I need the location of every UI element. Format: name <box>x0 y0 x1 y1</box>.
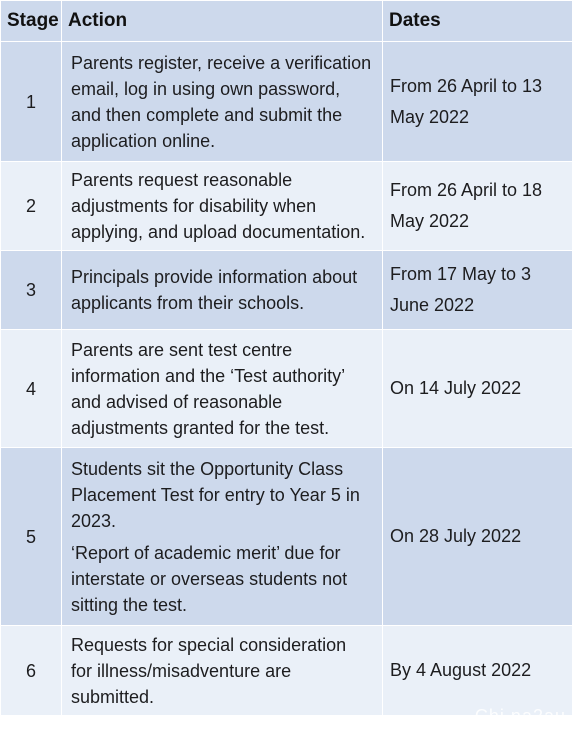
stage-column-header: Stage <box>1 1 62 42</box>
table-row <box>1 42 572 162</box>
dates-cell: On 28 July 2022 <box>383 448 572 626</box>
stage-number: 5 <box>1 448 62 626</box>
watermark: Chi na2au <box>474 706 566 726</box>
table-row <box>1 626 572 716</box>
table-row <box>1 330 572 448</box>
action-text: Parents are sent test centre information and the ‘Test authority’ and advised of reasonable adjustments granted for the test. <box>71 339 345 438</box>
dates-cell: From 17 May to 3 June 2022 <box>383 251 572 330</box>
dates-column-header: Dates <box>383 1 572 42</box>
action-note: ‘Report of academic merit’ due for interstate or overseas students not sitting the test. <box>71 542 348 615</box>
stage-number: 2 <box>1 162 62 251</box>
stage-number: 4 <box>1 330 62 448</box>
stage-number: 6 <box>1 626 62 716</box>
stage-number: 1 <box>1 42 62 162</box>
dates-cell: By 4 August 2022 <box>383 626 572 716</box>
action-cell <box>62 42 383 162</box>
dates-cell: From 26 April to 18 May 2022 <box>383 162 572 251</box>
action-column-header: Action <box>62 1 383 42</box>
action-text: Parents request reasonable adjustments for disability when applying, and upload documentation. <box>71 170 366 242</box>
action-cell <box>62 251 383 330</box>
action-cell <box>62 448 383 626</box>
table-row <box>1 448 572 626</box>
action-text: Requests for special consideration for illness/misadventure are submitted. <box>71 634 347 707</box>
table-header-row <box>1 1 572 42</box>
table-row <box>1 251 572 330</box>
table-row <box>1 162 572 251</box>
stage-number: 3 <box>1 251 62 330</box>
action-text: Students sit the Opportunity Class Placement Test for entry to Year 5 in 2023. <box>71 458 360 531</box>
action-cell <box>62 330 383 448</box>
action-text: Principals provide information about applicants from their schools. <box>71 267 358 313</box>
action-cell <box>62 626 383 716</box>
dates-cell: From 26 April to 13 May 2022 <box>383 42 572 162</box>
dates-cell: On 14 July 2022 <box>383 330 572 448</box>
action-text: Parents register, receive a verification email, log in using own password, and then complete and submit the application online. <box>71 52 372 151</box>
action-cell <box>62 162 383 251</box>
